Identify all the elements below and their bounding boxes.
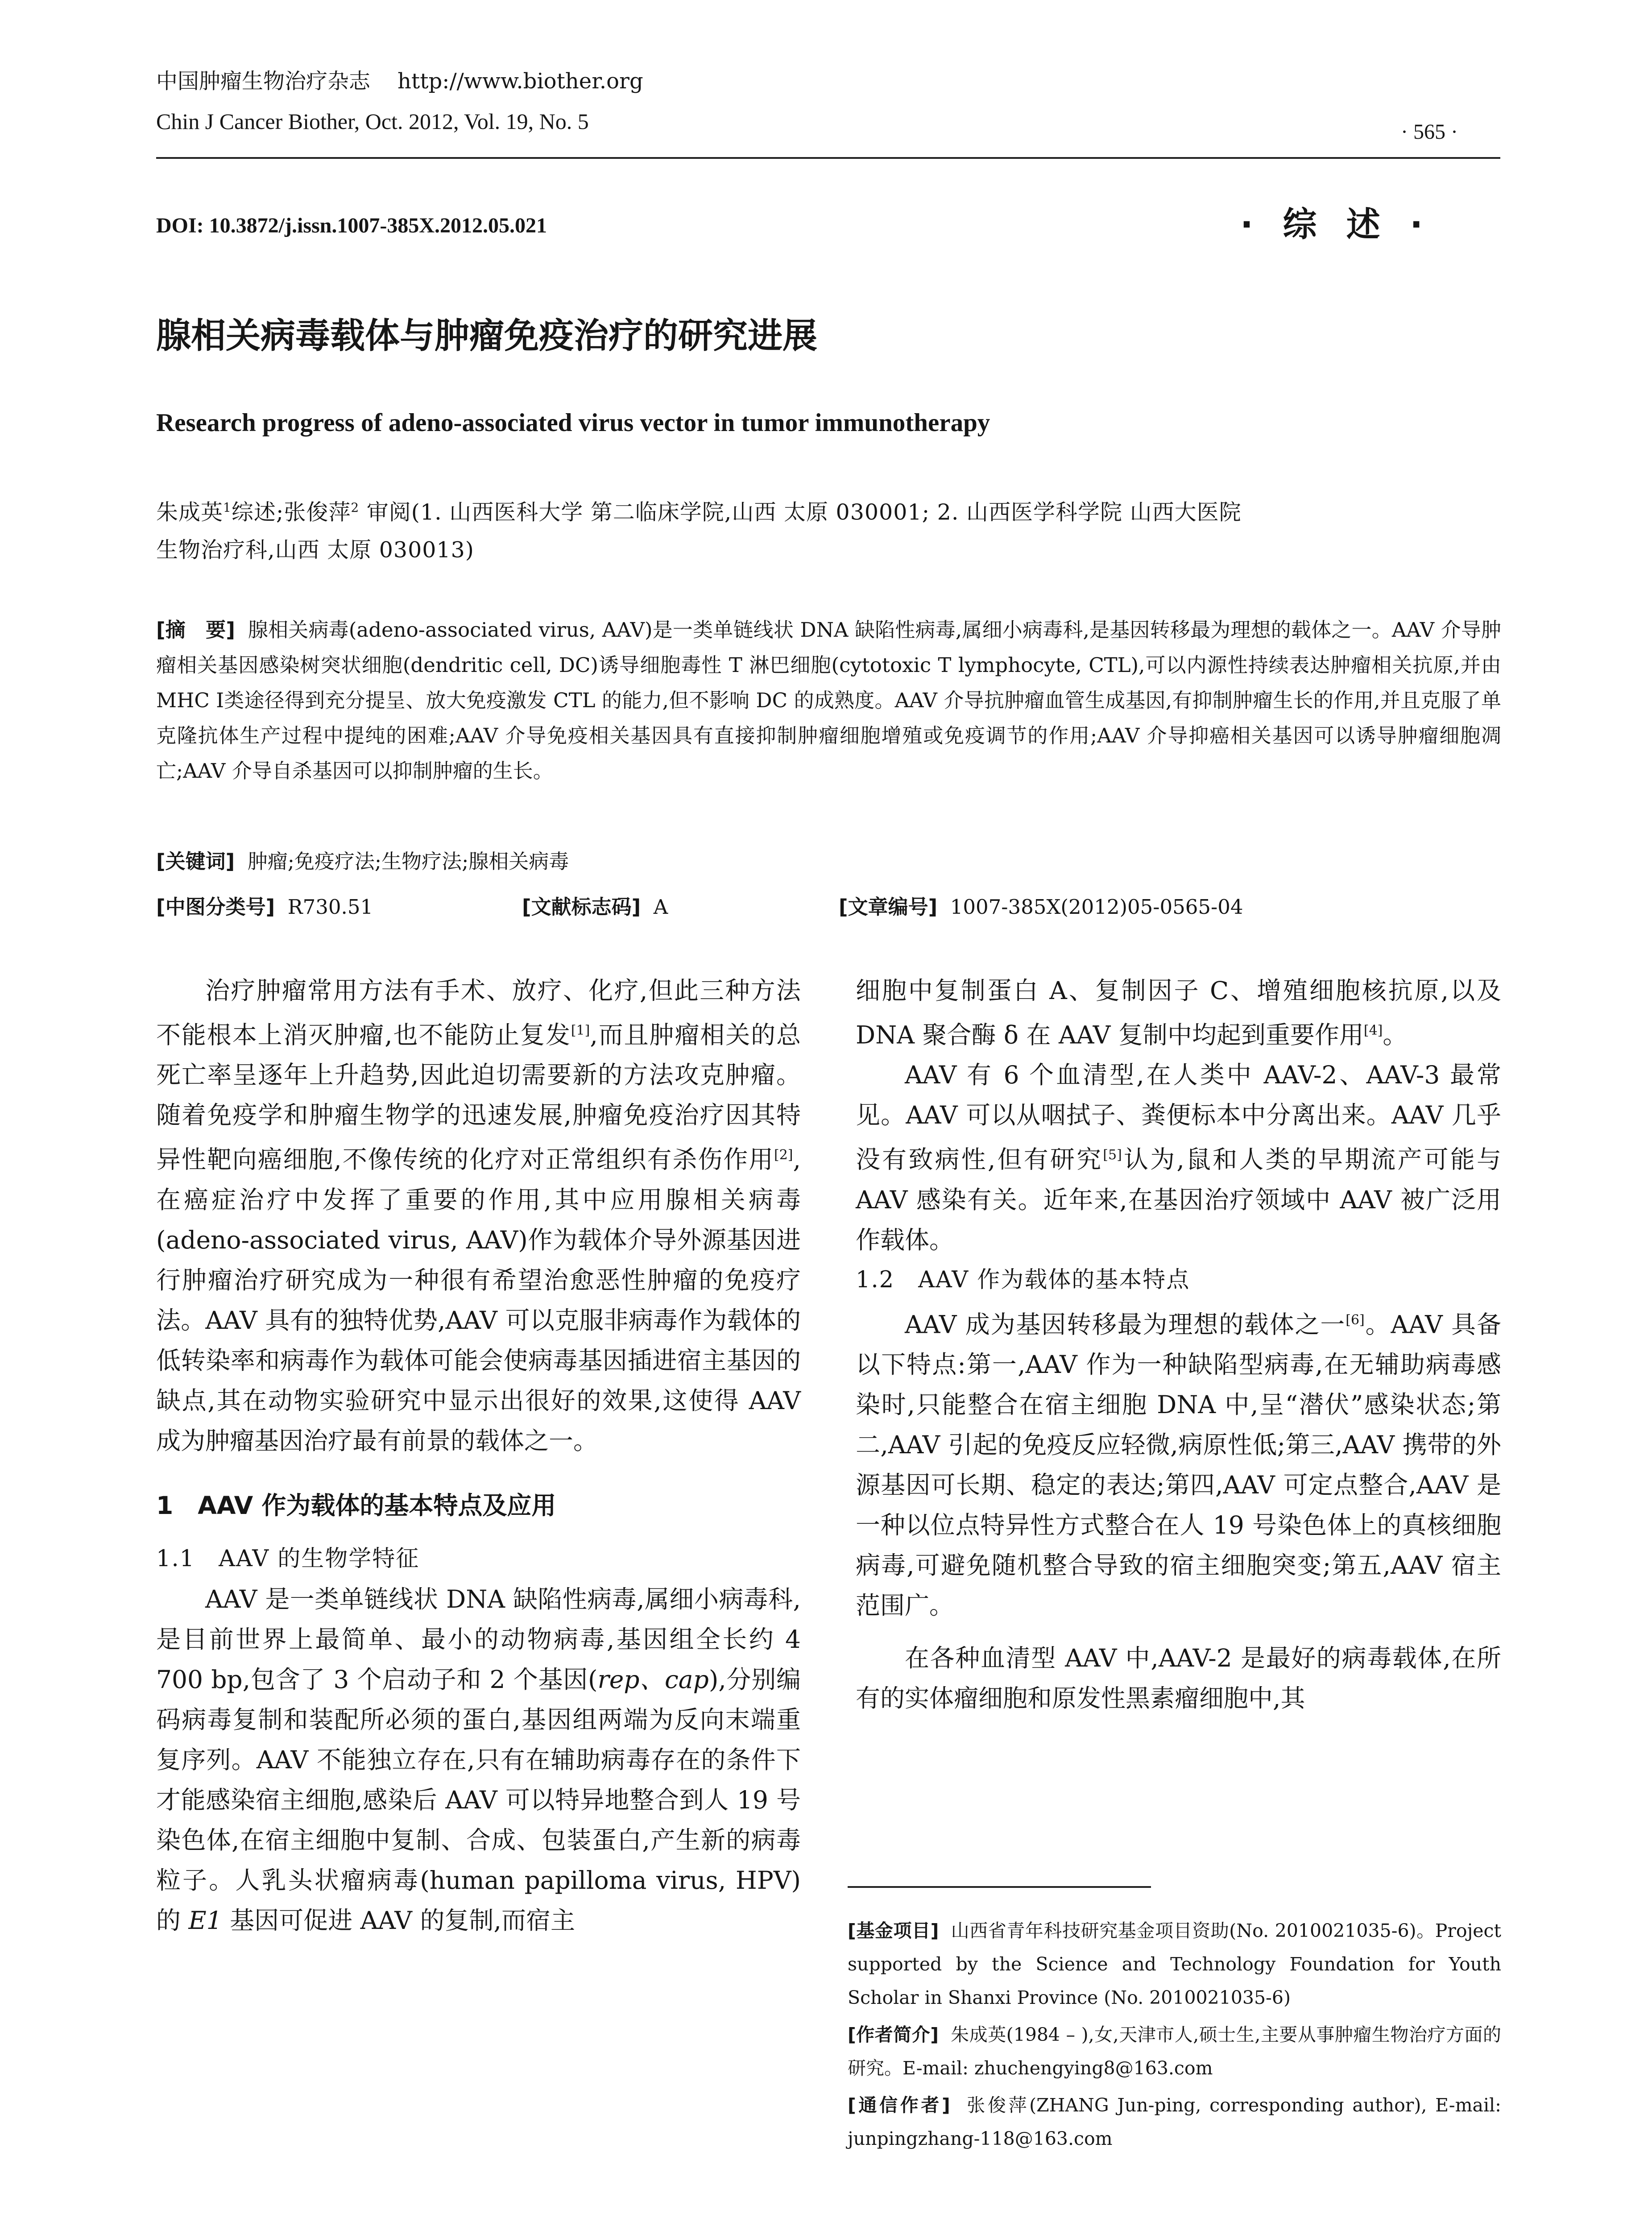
footnote-rule (848, 1886, 1151, 1888)
s11-text-1: AAV 是一类单链线状 DNA 缺陷性病毒,属细小病毒科,是目前世界上最简单、最小的动物病毒,基因组全长约 4 700 bp,包含了 3 个启动子和 2 个基因( (156, 1584, 801, 1694)
author-bio-label: [作者简介] (848, 2024, 939, 2045)
section-1-1-paragraph (156, 1579, 801, 1941)
english-title: Research progress of adeno-associated virus vector in tumor immunotherapy (156, 409, 990, 437)
clc-number: R730.51 (287, 895, 373, 919)
keywords-line (156, 846, 569, 877)
intro-paragraph (156, 970, 801, 1461)
section-1-2-paragraph (856, 1300, 1501, 1626)
article-number-line (839, 892, 1243, 923)
citation-2[interactable]: [2] (774, 1147, 793, 1163)
author-2: 张俊萍 (284, 499, 351, 525)
journal-name-cn: 中国肿瘤生物治疗杂志 (156, 69, 371, 94)
header-rule (156, 157, 1500, 159)
abstract-text: 腺相关病毒(adeno-associated virus, AAV)是一类单链线状 DNA 缺陷性病毒,属细小病毒科,是基因转移最为理想的载体之一。AAV 介导肿瘤相关基因感染树突状细胞(dendritic cell, DC)诱导细胞毒性 T 淋巴细胞(cytotoxic T lymphocyte, CTL),可以内源性持续表达肿瘤相关抗原,并由 MHC Ⅰ类途径得到充分提呈、放大免疫激发 CTL 的能力,但不影响 DC 的成熟度。AAV 介导抗肿瘤血管生成基因,有抑制肿瘤生长的作用,并且克服了单克隆抗体生产过程中提纯的困难;AAV 介导免疫相关基因具有直接抑制肿瘤细胞增殖或免疫调节的作用;AAV 介导抑癌相关基因可以诱导肿瘤细胞凋亡;AAV 介导自杀基因可以抑制肿瘤的生长。 (156, 618, 1502, 783)
doi[interactable]: DOI: 10.3872/j.issn.1007-385X.2012.05.021 (156, 214, 547, 237)
intro-text-3: ,在癌症治疗中发挥了重要的作用,其中应用腺相关病毒(adeno-associated virus, AAV)作为载体介导外源基因进行肿瘤治疗研究成为一种很有希望治愈恶性肿瘤的免疫疗法。AAV 具有的独特优势,AAV 可以克服非病毒作为载体的低转染率和病毒作为载体可能会使病毒基因插进宿主基因的缺点,其在动物实验研究中显示出很好的效果,这使得 AAV 成为肿瘤基因治疗最有前景的载体之一。 (156, 1145, 801, 1455)
funding-text: 山西省青年科技研究基金项目资助(No. 2010021035-6)。Project supported by the Science and Technology Foundation for Youth Scholar in Shanxi Province (No. 2010021035-6) (848, 1920, 1501, 2008)
author-1-affil: 1 (223, 500, 232, 515)
article-number-label: [文章编号] (839, 895, 938, 919)
abstract (156, 612, 1501, 788)
citation-5[interactable]: [5] (1103, 1147, 1122, 1163)
journal-name-en: Chin J Cancer Biother, Oct. 2012, Vol. 19, No. 5 (156, 109, 589, 134)
journal-header-line1 (156, 67, 643, 95)
intro-text-2: ,而且肿瘤相关的总死亡率呈逐年上升趋势,因此迫切需要新的方法攻克肿瘤。随着免疫学和肿瘤生物学的迅速发展,肿瘤免疫治疗因其特异性靶向癌细胞,不像传统的化疗对正常组织有杀伤作用 (156, 1020, 801, 1174)
citation-6[interactable]: [6] (1346, 1312, 1365, 1328)
funding-label: [基金项目] (848, 1920, 939, 1941)
serotype-aav2-paragraph: 在各种血清型 AAV 中,AAV-2 是最好的病毒载体,在所有的实体瘤细胞和原发性黑素瘤细胞中,其 (856, 1643, 1501, 1713)
cont-text: 细胞中复制蛋白 A、复制因子 C、增殖细胞核抗原,以及 DNA 聚合酶 δ 在 AAV 复制中均起到重要作用 (856, 976, 1501, 1049)
section-1-1-heading: 1.1 AAV 的生物学特征 (156, 1545, 420, 1572)
clc-label: [中图分类号] (156, 895, 275, 919)
citation-4[interactable]: [4] (1363, 1023, 1383, 1038)
affiliations-line2: 生物治疗科,山西 太原 030013) (156, 537, 474, 563)
author-1-role: 综述; (231, 499, 284, 525)
citation-1[interactable]: [1] (571, 1023, 590, 1038)
correspondence-label: [通信作者] (848, 2094, 950, 2116)
right-column (856, 970, 1501, 1718)
abstract-label: [摘 要] (156, 618, 235, 642)
s12-text-2: 。AAV 具备以下特点:第一,AAV 作为一种缺陷型病毒,在无辅助病毒感染时,只能整合在宿主细胞 DNA 中,呈“潜伏”感染状态;第二,AAV 引起的免疫反应轻微,病原性低;第三,AAV 携带的外源基因可长期、稳定的表达;第四,AAV 可定点整合,AAV 是一种以位点特异性方式整合在人 19 号染色体上的真核细胞病毒,可避免随机整合导致的宿主细胞突变;第五,AAV 宿主范围广。 (856, 1310, 1502, 1620)
section-1-heading: 1 AAV 作为载体的基本特点及应用 (156, 1491, 556, 1520)
author-1: 朱成英 (156, 499, 224, 525)
journal-url[interactable]: http://www.biother.org (397, 69, 643, 94)
serotype-paragraph (856, 1055, 1501, 1260)
page-title: 腺相关病毒载体与肿瘤免疫治疗的研究进展 (156, 316, 818, 356)
funding-note (848, 1914, 1501, 2015)
sero-text-2: 认为,鼠和人类的早期流产可能与 AAV 感染有关。近年来,在基因治疗领域中 AAV 被广泛用作载体。 (856, 1145, 1501, 1254)
doc-code-label: [文献标志码] (522, 895, 641, 919)
doc-code: A (653, 895, 668, 919)
keywords-label: [关键词] (156, 850, 235, 873)
s12-text-1: AAV 成为基因转移最为理想的载体之一 (905, 1310, 1346, 1339)
gene-names: rep、cap (597, 1665, 709, 1694)
sero-text-1: AAV 有 6 个血清型,在人类中 AAV-2、AAV-3 最常见。AAV 可以从咽拭子、粪便标本中分离出来。AAV 几乎没有致病性,但有研究 (856, 1061, 1501, 1174)
section-label: · 综 述 · (1240, 204, 1432, 244)
continued-paragraph (856, 970, 1501, 1055)
gene-e1: E1 (188, 1906, 222, 1935)
left-column (156, 970, 801, 1941)
author-2-affil: 2 (351, 500, 360, 515)
footnotes (848, 1914, 1501, 2156)
correspondence-text: 张俊萍(ZHANG Jun-ping, corresponding author), E-mail: junpingzhang-118@163.com (848, 2094, 1501, 2149)
intro-text-1: 治疗肿瘤常用方法有手术、放疗、化疗,但此三种方法不能根本上消灭肿瘤,也不能防止复发 (156, 976, 801, 1049)
author-bio-note (848, 2018, 1501, 2085)
section-1-2-heading: 1.2 AAV 作为载体的基本特点 (856, 1266, 1190, 1293)
doc-code-line (522, 892, 668, 923)
article-number: 1007-385X(2012)05-0565-04 (950, 895, 1243, 919)
authors-block (156, 489, 1501, 569)
page-number: · 565 · (1401, 120, 1458, 144)
affiliations-line1: 审阅(1. 山西医科大学 第二临床学院,山西 太原 030001; 2. 山西医学科学院 山西大医院 (359, 499, 1242, 525)
keywords: 肿瘤;免疫疗法;生物疗法;腺相关病毒 (247, 850, 569, 873)
author-bio-text: 朱成英(1984 – ),女,天津市人,硕士生,主要从事肿瘤生物治疗方面的研究。E-mail: zhuchengying8@163.com (848, 2024, 1501, 2079)
clc-line (156, 892, 373, 923)
s11-text-2: ),分别编码病毒复制和装配所必须的蛋白,基因组两端为反向末端重复序列。AAV 不能独立存在,只有在辅助病毒存在的条件下才能感染宿主细胞,感染后 AAV 可以特异地整合到人 19 号染色体,在宿主细胞中复制、合成、包装蛋白,产生新的病毒粒子。人乳头状瘤病毒(human papilloma virus, HPV)的 (156, 1665, 801, 1935)
cont-end: 。 (1383, 1020, 1408, 1049)
s11-text-3: 基因可促进 AAV 的复制,而宿主 (222, 1906, 575, 1935)
correspondence-note (848, 2089, 1501, 2156)
